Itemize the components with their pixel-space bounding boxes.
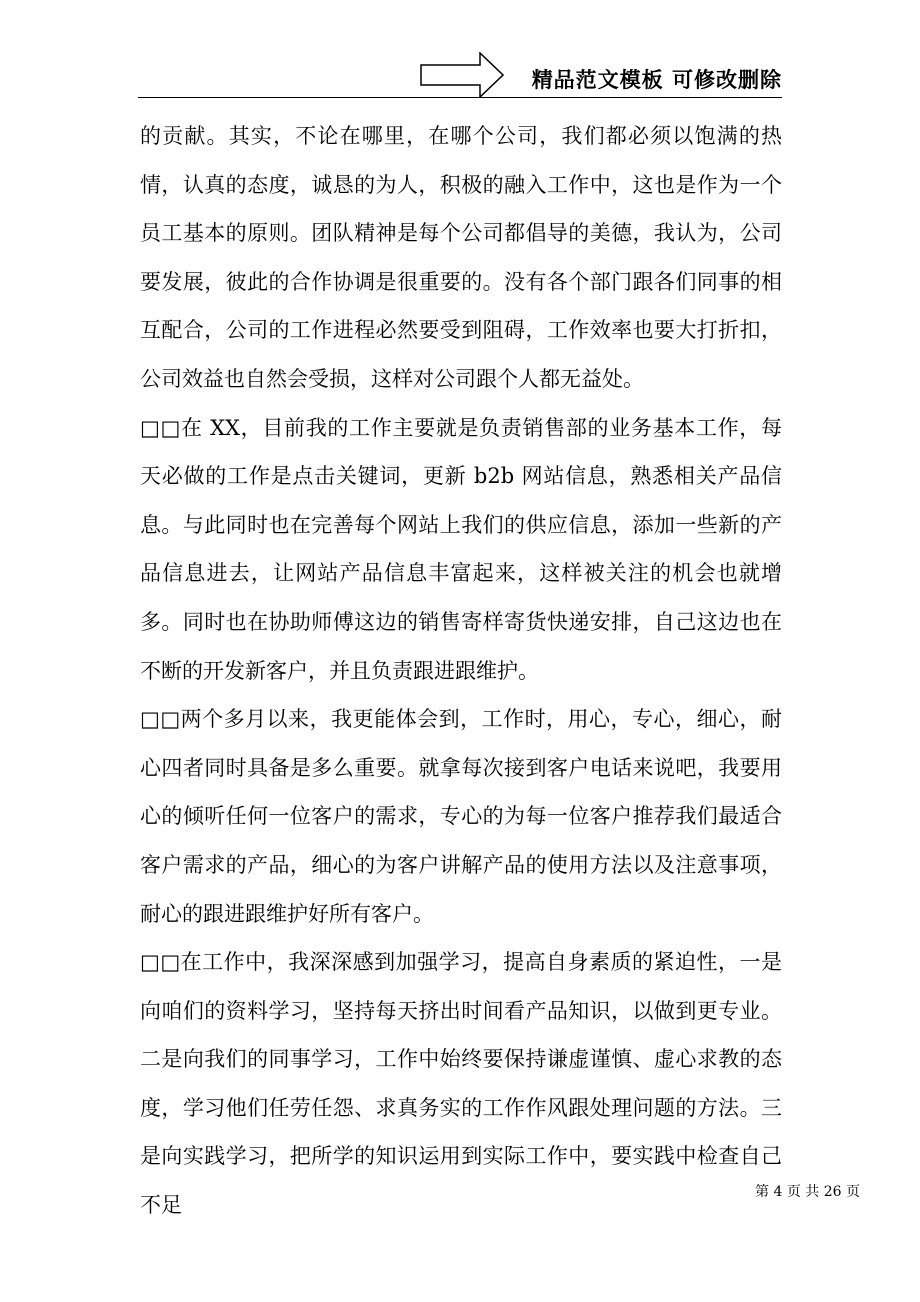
page-number: 第 4 页 共 26 页 [755,1184,860,1200]
right-arrow-icon [420,52,504,98]
paragraph: □□在工作中，我深深感到加强学习，提高自身素质的紧迫性，一是向咱们的资料学习，坚持每天挤出时间看产品知识，以做到更专业。二是向我们的同事学习，工作中始终要保持谦虚谨慎、虚心求教的态度，学习他们任劳任怨、求真务实的工作作风跟处理问题的方法。三是向实践学习，把所学的知识运用到实际工作中，要实践中检查自己不足 [140,950,782,1218]
page-header [0,0,920,100]
header-divider [138,97,782,98]
header-title: 精品范文模板 可修改删除 [531,68,782,92]
paragraph: □□在 XX，目前我的工作主要就是负责销售部的业务基本工作，每天必做的工作是点击关键词，更新 b2b 网站信息，熟悉相关产品信息。与此同时也在完善每个网站上我们的供应信息，添加一些新的产品信息进去，让网站产品信息丰富起来，这样被关注的机会也就增多。同时也在协助师傅这边的销售寄样寄货快递安排，自己这边也在不断的开发新客户，并且负责跟进跟维护。 [140,415,782,683]
paragraph: 的贡献。其实，不论在哪里，在哪个公司，我们都必须以饱满的热情，认真的态度，诚恳的为人，积极的融入工作中，这也是作为一个员工基本的原则。团队精神是每个公司都倡导的美德，我认为，公司要发展，彼此的合作协调是很重要的。没有各个部门跟各们同事的相互配合，公司的工作进程必然要受到阻碍，工作效率也要大打折扣，公司效益也自然会受损，这样对公司跟个人都无益处。 [140,124,782,391]
document-body [140,112,782,1230]
paragraph: □□两个多月以来，我更能体会到，工作时，用心，专心，细心，耐心四者同时具备是多么重要。就拿每次接到客户电话来说吧，我要用心的倾听任何一位客户的需求，专心的为每一位客户推荐我们最适合客户需求的产品，细心的为客户讲解产品的使用方法以及注意事项，耐心的跟进跟维护好所有客户。 [140,707,782,926]
